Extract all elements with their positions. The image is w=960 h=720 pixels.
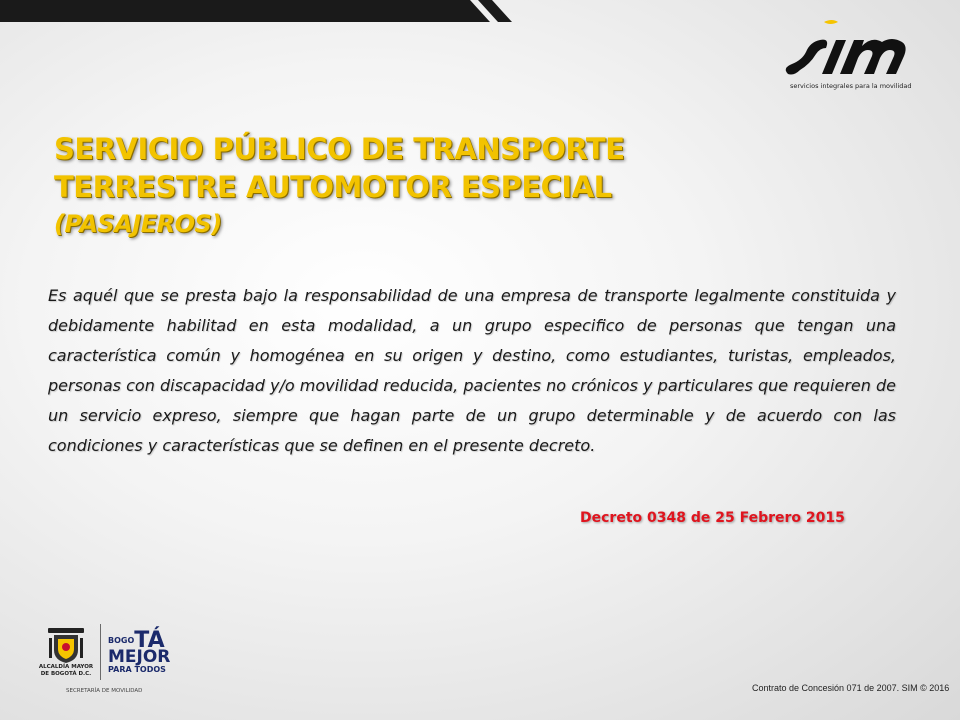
contract-note: Contrato de Concesión 071 de 2007. SIM © 2016	[752, 683, 950, 693]
bogota-mejor-logo	[108, 628, 170, 675]
alcaldia-label	[36, 664, 96, 678]
para-todos-text: PARA TODOS	[108, 665, 166, 674]
sim-wordmark-icon	[780, 18, 930, 80]
definition-paragraph: Es aquél que se presta bajo la responsabilidad de una empresa de transporte legalmente constituida y debidamente habilitad en esta modalidad, a un grupo especifico de personas que tengan una característica común y homogénea en su origen y destino, como estudiantes, turistas, empleados, personas con discapacidad y/o movilidad reducida, pacientes no crónicos y particulares que requieren de un servicio expreso, siempre que hagan parte de un grupo determinable y de acuerdo con las condiciones y características que se definen en el presente decreto.	[48, 286, 896, 455]
sim-tagline: servicios integrales para la movilidad	[790, 82, 912, 90]
title-line-2: TERRESTRE AUTOMOTOR ESPECIAL	[54, 170, 612, 204]
alcaldia-line-2: DE BOGOTÁ D.C.	[40, 671, 92, 677]
sim-logo	[780, 18, 930, 98]
bogota-crest-icon	[46, 626, 86, 664]
alcaldia-line-1: ALCALDÍA MAYOR	[38, 664, 94, 670]
page-title	[54, 130, 734, 242]
bogota-big-text: TÁ	[134, 628, 165, 653]
mejor-text: MEJOR	[108, 647, 171, 667]
bogota-small-text: BOGO	[108, 636, 135, 645]
logo-divider	[100, 624, 101, 680]
secretaria-label: SECRETARÍA DE MOVILIDAD	[66, 688, 143, 694]
footer-logos	[36, 622, 236, 702]
title-line-3: (PASAJEROS)	[54, 210, 222, 238]
decree-citation: Decreto 0348 de 25 Febrero 2015	[580, 510, 845, 526]
title-line-1: SERVICIO PÚBLICO DE TRANSPORTE	[54, 132, 625, 166]
